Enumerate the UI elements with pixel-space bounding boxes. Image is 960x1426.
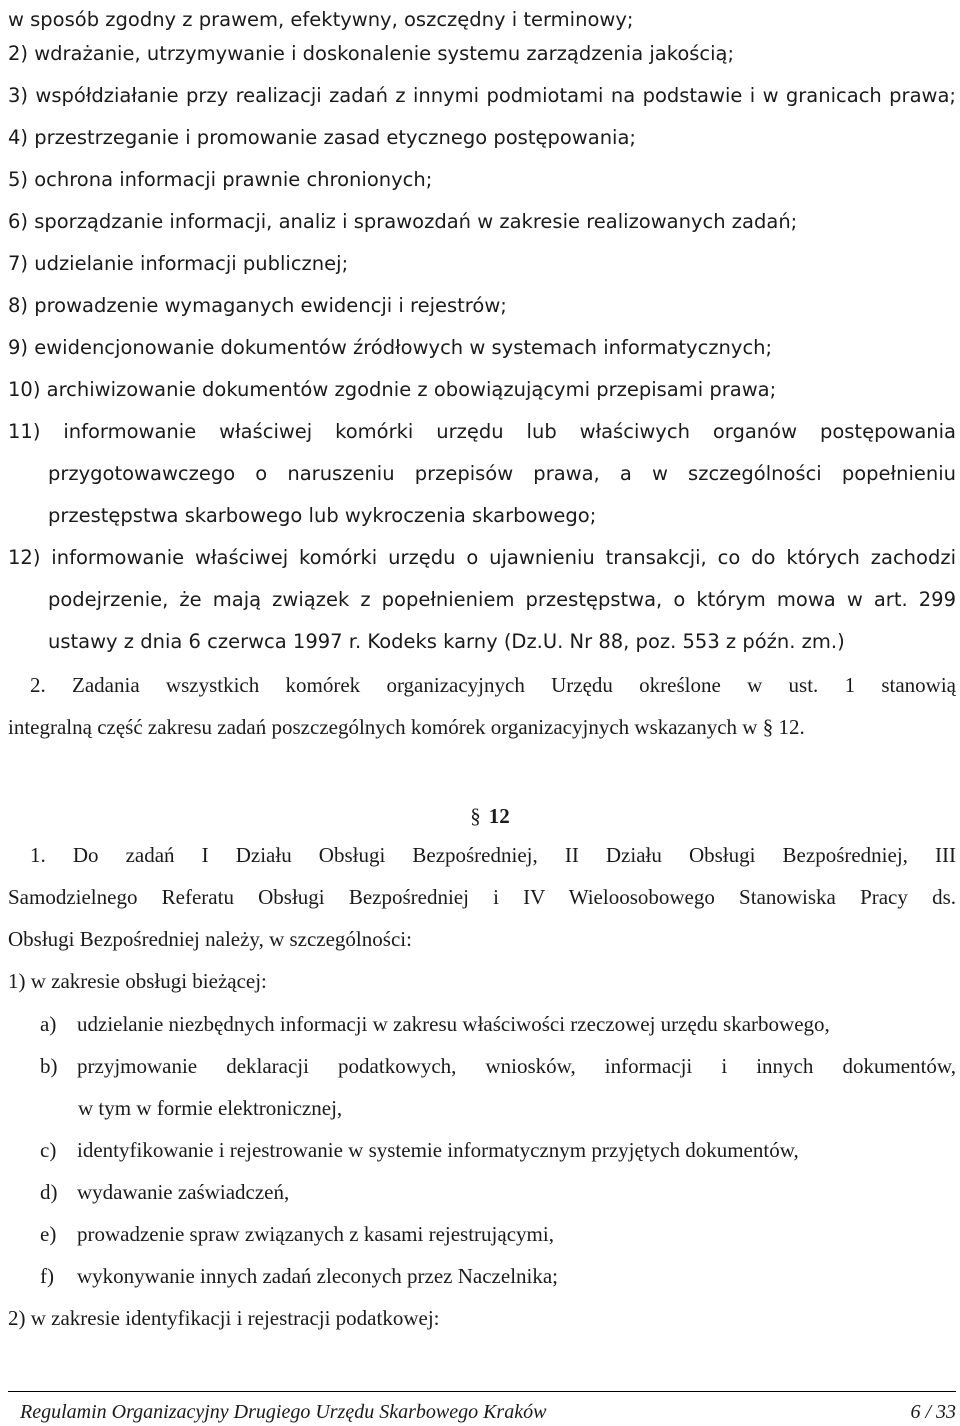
footer-title: Regulamin Organizacyjny Drugiego Urzędu Skarbowego Kraków bbox=[20, 1401, 547, 1423]
list-item: 6) sporządzanie informacji, analiz i sprawozdań w zakresie realizowanych zadań; bbox=[8, 210, 798, 233]
page-number: 6 / 33 bbox=[910, 1401, 956, 1423]
sub-item-c bbox=[40, 1130, 956, 1170]
list-item: 12) informowanie właściwej komórki urzędu o ujawnieniu transakcji, co do których zachodzi bbox=[8, 546, 956, 569]
sub-item-text: wykonywanie innych zadań zleconych przez Naczelnika; bbox=[77, 1264, 559, 1288]
sub-item-label: e) bbox=[40, 1222, 57, 1246]
sub-item-text: przyjmowanie deklaracji podatkowych, wniosków, informacji i innych dokumentów, bbox=[77, 1054, 956, 1078]
list-item: 8) prowadzenie wymaganych ewidencji i rejestrów; bbox=[8, 294, 507, 317]
sub-item-label: b) bbox=[40, 1054, 58, 1078]
list-item-continuation: ustawy z dnia 6 czerwca 1997 r. Kodeks karny (Dz.U. Nr 88, poz. 553 z późn. zm.) bbox=[48, 630, 845, 653]
sub-item-text: identyfikowanie i rejestrowanie w systemie informatycznym przyjętych dokumentów, bbox=[77, 1138, 799, 1162]
section-sign: § bbox=[470, 804, 481, 828]
paragraph-line: Obsługi Bezpośredniej należy, w szczególności: bbox=[8, 927, 412, 951]
sub-item-f bbox=[40, 1256, 956, 1296]
sub-item-text: wydawanie zaświadczeń, bbox=[77, 1180, 290, 1204]
sub-item-b bbox=[40, 1046, 956, 1086]
sub-item-text: udzielanie niezbędnych informacji w zakresu właściwości rzeczowej urzędu skarbowego, bbox=[77, 1012, 830, 1036]
sub-item-continuation: w tym w formie elektronicznej, bbox=[78, 1096, 343, 1120]
paragraph-line: 1. Do zadań I Działu Obsługi Bezpośredniej, II Działu Obsługi Bezpośredniej, III bbox=[30, 843, 956, 867]
list-item: 11) informowanie właściwej komórki urzędu lub właściwych organów postępowania bbox=[8, 420, 956, 443]
list-item-continuation: podejrzenie, że mają związek z popełnieniem przestępstwa, o którym mowa w art. 299 bbox=[48, 588, 956, 611]
list-item: 10) archiwizowanie dokumentów zgodnie z obowiązującymi przepisami prawa; bbox=[8, 378, 777, 401]
sub-item-a bbox=[40, 1004, 956, 1044]
sub-item-text: prowadzenie spraw związanych z kasami rejestrującymi, bbox=[77, 1222, 554, 1246]
sub-item-label: f) bbox=[40, 1264, 54, 1288]
paragraph-line: Samodzielnego Referatu Obsługi Bezpośredniej i IV Wieloosobowego Stanowiska Pracy ds. bbox=[8, 885, 956, 909]
text-line: w sposób zgodny z prawem, efektywny, oszczędny i terminowy; bbox=[8, 8, 634, 31]
list-item: 9) ewidencjonowanie dokumentów źródłowych w systemach informatycznych; bbox=[8, 336, 773, 359]
list-item: 2) wdrażanie, utrzymywanie i doskonalenie systemu zarządzenia jakością; bbox=[8, 42, 735, 65]
sub-item-e bbox=[40, 1214, 956, 1254]
section-number: 12 bbox=[488, 804, 510, 828]
list-item: 2) w zakresie identyfikacji i rejestracji podatkowej: bbox=[8, 1306, 440, 1330]
paragraph-line: 2. Zadania wszystkich komórek organizacyjnych Urzędu określone w ust. 1 stanowią bbox=[30, 673, 956, 697]
sub-item-label: a) bbox=[40, 1012, 57, 1036]
sub-item-d bbox=[40, 1172, 956, 1212]
sub-item-label: c) bbox=[40, 1138, 57, 1162]
paragraph-line: integralną część zakresu zadań poszczególnych komórek organizacyjnych wskazanych w § 12. bbox=[8, 715, 805, 739]
list-item-continuation: przestępstwa skarbowego lub wykroczenia skarbowego; bbox=[48, 504, 597, 527]
list-item: 7) udzielanie informacji publicznej; bbox=[8, 252, 349, 275]
page-footer bbox=[20, 1398, 956, 1426]
list-item: 3) współdziałanie przy realizacji zadań z innymi podmiotami na podstawie i w granicach prawa; bbox=[8, 84, 956, 107]
sub-item-label: d) bbox=[40, 1180, 58, 1204]
list-item-continuation: przygotowawczego o naruszeniu przepisów prawa, a w szczególności popełnieniu bbox=[48, 462, 956, 485]
footer-divider bbox=[8, 1391, 956, 1392]
list-item: 5) ochrona informacji prawnie chronionych; bbox=[8, 168, 433, 191]
list-item: 1) w zakresie obsługi bieżącej: bbox=[8, 969, 267, 993]
section-heading bbox=[440, 796, 540, 836]
list-item: 4) przestrzeganie i promowanie zasad etycznego postępowania; bbox=[8, 126, 636, 149]
